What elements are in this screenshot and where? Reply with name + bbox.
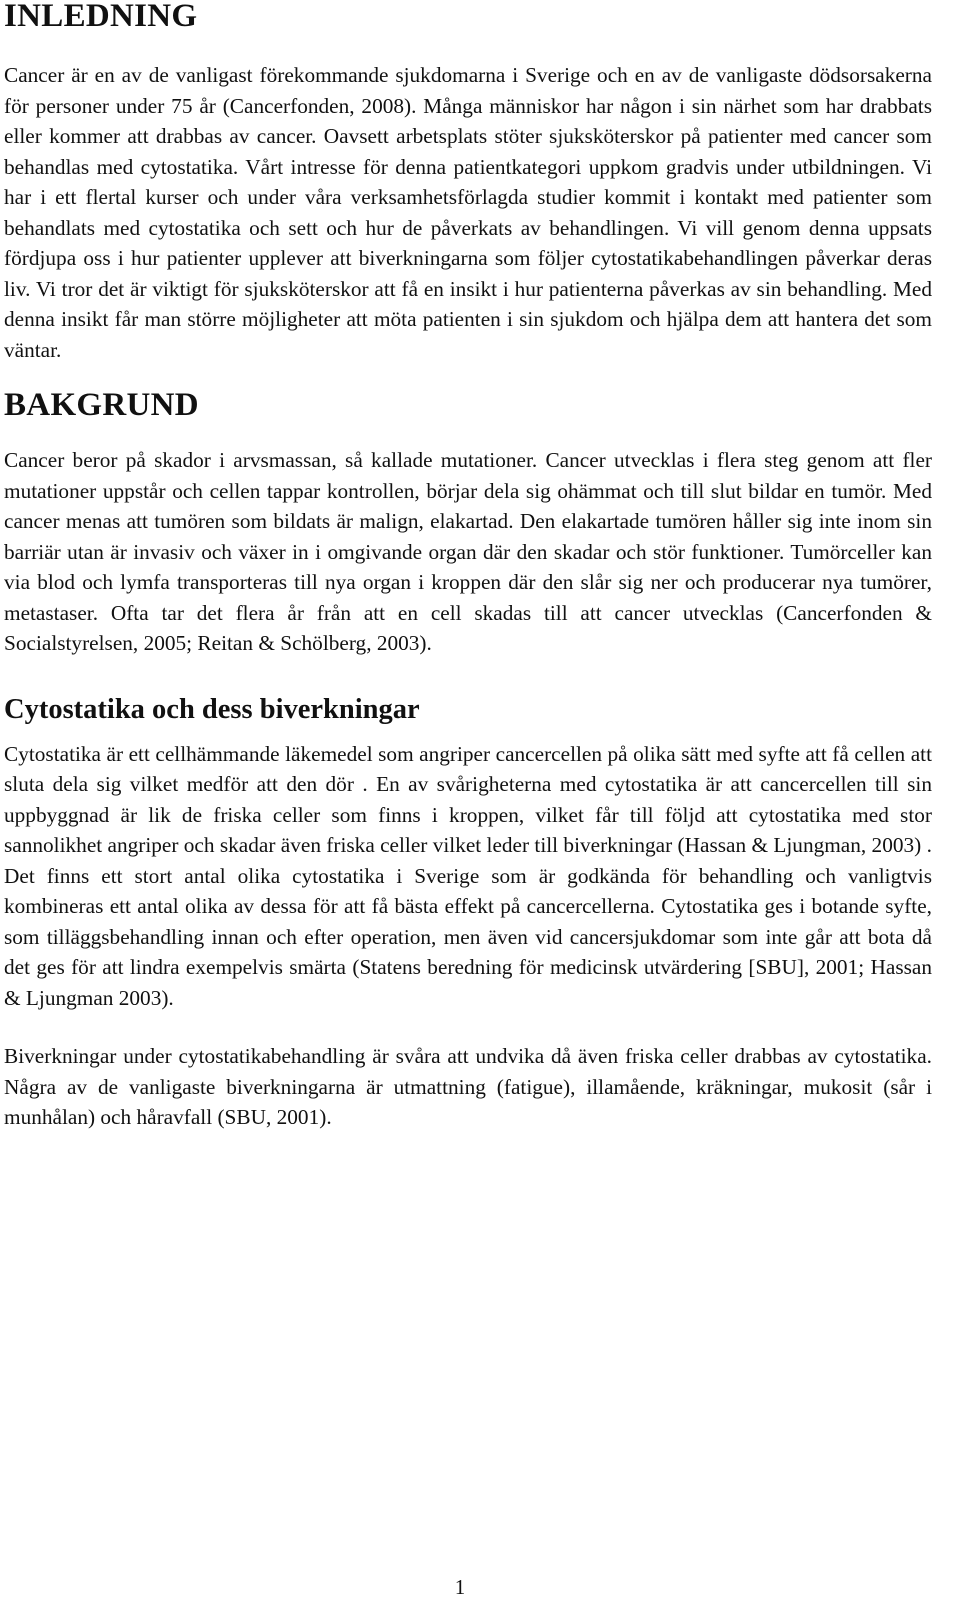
heading-cytostatika: Cytostatika och dess biverkningar (4, 693, 420, 725)
heading-bakgrund: BAKGRUND (4, 387, 199, 423)
page-number: 1 (454, 1575, 466, 1599)
background-paragraph: Cancer beror på skador i arvsmassan, så kallade mutationer. Cancer utvecklas i flera steg genom att fler mutationer uppstår och cellen tappar kontrollen, börjar dela sig ohämmat och till slut bildar en tumör. Med cancer menas att tumören som bildats är malign, elakartad. Den elakartade tumören håller sig inte inom sin barriär utan är invasiv och växer in i omgivande organ där den skadar och stör funktioner. Tumörceller kan via blod och lymfa transporteras till nya organ i kroppen där den slår sig ner och producerar nya tumörer, metastaser. Ofta tar det flera år från att en cell skadas till att cancer utvecklas (Cancerfonden & Socialstyrelsen, 2005; Reitan & Schölberg, 2003). (4, 448, 932, 655)
heading-inledning: INLEDNING (4, 0, 198, 34)
cytostatika-paragraph-1: Cytostatika är ett cellhämmande läkemedel som angriper cancercellen på olika sätt med syfte att få cellen att sluta dela sig vilket medför att den dör . En av svårigheterna med cytostatika är att cancercellen till sin uppbyggnad är lik de friska celler som finns i kroppen, vilket får till följd att cytostatika med stor sannolikhet angriper och skadar även friska celler vilket leder till biverkningar (Hassan & Ljungman, 2003) . (4, 741, 932, 857)
intro-paragraph: Cancer är en av de vanligast förekommande sjukdomarna i Sverige och en av de vanligaste dödsorsakerna för personer under 75 år (Cancerfonden, 2008). Många människor har någon i sin närhet som har drabbats eller kommer att drabbas av cancer. Oavsett arbetsplats stöter sjuksköterskor på patienter med cancer som behandlas med cytostatika. Vårt intresse för denna patientkategori uppkom gradvis under utbildningen. Vi har i ett flertal kurser och under våra verksamhetsförlagda studier kommit i kontakt med patienter som behandlats med cytostatika och sett och hur de påverkats av behandlingen. Vi vill genom denna uppsats fördjupa oss i hur patienter upplever att biverkningarna som följer cytostatikabehandlingen påverkar deras liv. Vi tror det är viktigt för sjuksköterskor att få en insikt i hur patienterna påverkas av sin behandling. Med denna insikt får man större möjligheter att möta patienten i sin sjukdom och hjälpa dem att hantera det som väntar. (4, 63, 932, 362)
document-page (4, 0, 932, 1133)
side-effects-paragraph: Biverkningar under cytostatikabehandling är svåra att undvika då även friska celler drabbas av cytostatika. Några av de vanligaste biverkningarna är utmattning (fatigue), illamående, kräkningar, mukosit (sår i munhålan) och håravfall (SBU, 2001). (4, 1044, 932, 1129)
cytostatika-paragraph-2: Det finns ett stort antal olika cytostatika i Sverige som är godkända för behandling och vanligtvis kombineras ett antal olika av dessa för att få bästa effekt på cancercellerna. Cytostatika ges i botande syfte, som tilläggsbehandling innan och efter operation, men även vid cancersjukdomar som inte går att bota då det ges för att lindra exempelvis smärta (Statens beredning för medicinsk utvärdering [SBU], 2001; Hassan & Ljungman 2003). (4, 863, 932, 1010)
